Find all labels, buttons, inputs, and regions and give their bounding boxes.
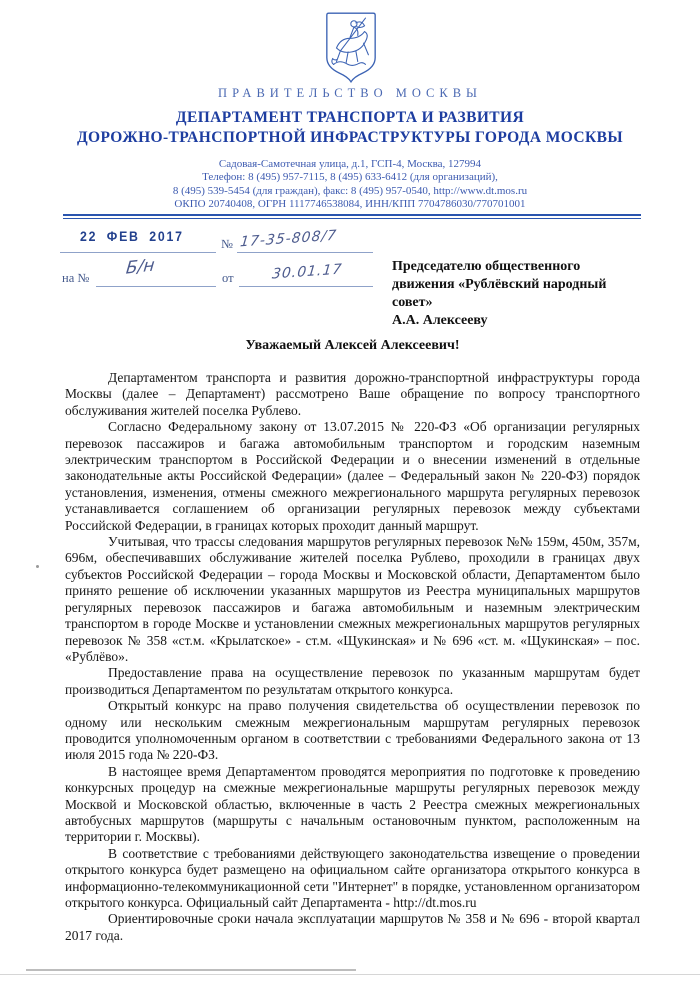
recipient-line: А.А. Алексееву bbox=[392, 313, 488, 328]
recipient-line: совет» bbox=[392, 295, 433, 310]
scan-bottom-edge-dark bbox=[26, 969, 356, 971]
department-title-line1: ДЕПАРТАМЕНТ ТРАНСПОРТА И РАЗВИТИЯ bbox=[175, 109, 525, 126]
body-paragraph: В настоящее время Департаментом проводятся мероприятия по подготовке к проведению конкурсных процедур на смежные межрегиональные маршруты регулярных перевозок между Москвой и Московской областью, включенные в часть 2 Реестра смежных межрегиональных автобусных маршрутов (маршруты с начальным остановочным пунктом, расположенным на территории г. Москвы). bbox=[65, 763, 640, 845]
recipient-line: движения «Рублёвский народный bbox=[392, 277, 607, 292]
body-paragraph: В соответствие с требованиями действующего законодательства извещение о проведении открытого конкурса будет размещено на официальном сайте организатора открытого конкурса в информационно-телекоммуникационной сети "Интернет" в порядке, установленном организатором открытого конкурса. Официальный сайт Департамента - http://dt.mos.ru bbox=[65, 845, 640, 910]
contact-registration-codes: ОКПО 20740408, ОГРН 1117746538084, ИНН/КПП 7704786030/770701001 bbox=[174, 197, 526, 210]
letter-body bbox=[65, 370, 640, 944]
letterhead-divider-rule bbox=[63, 214, 641, 219]
reply-date-handwritten: 30.01.17 bbox=[271, 261, 344, 283]
reply-to-number-label: на № bbox=[62, 271, 90, 285]
contact-address: Садовая-Самотечная улица, д.1, ГСП-4, Москва, 127994 bbox=[218, 158, 482, 170]
department-title bbox=[30, 108, 670, 148]
recipient-line: Председателю общественного bbox=[392, 259, 581, 274]
moscow-coat-of-arms-icon bbox=[322, 10, 380, 86]
body-paragraph: Учитывая, что трассы следования маршрутов регулярных перевозок №№ 159м, 450м, 357м, 696м, обеспечивавших обслуживание жителей поселка Рублево, проходили в границах двух субъектов Российской Федерации – города Москвы и Московской области, Департаментом было принято решение об исключении указанных маршрутов из Реестра муниципальных маршрутов регулярных перевозок пассажиров и багажа автомобильным и наземным электрическим транспортом в городе Москве и установлении смежных межрегиональных маршрутов регулярных перевозок № 358 «ст.м. «Крылатское» - ст.м. «Щукинская» и № 696 «ст. м. «Щукинская» – пос. «Рублёво». bbox=[65, 534, 640, 664]
outgoing-number-label: № bbox=[221, 237, 233, 251]
contact-phones: Телефон: 8 (495) 957-7115, 8 (495) 633-6412 (для организаций), bbox=[202, 171, 498, 184]
scan-bottom-edge bbox=[0, 974, 700, 975]
recipient-block bbox=[392, 258, 672, 330]
stamp-underline bbox=[60, 252, 216, 253]
scan-speck bbox=[36, 565, 39, 568]
salutation: Уважаемый Алексей Алексеевич! bbox=[245, 338, 460, 353]
reply-to-number-handwritten: Б/н bbox=[125, 255, 156, 279]
outgoing-number-handwritten: 17-35-808/7 bbox=[239, 227, 338, 251]
outgoing-number-line bbox=[237, 252, 373, 253]
body-paragraph: Департаментом транспорта и развития дорожно-транспортной инфраструктуры города Москвы (далее – Департамент) рассмотрено Ваше обращение по вопросу транспортного обслуживания жителей поселка Рублево. bbox=[65, 370, 640, 418]
contact-phones-fax-site: 8 (495) 539-5454 (для граждан), факс: 8 (495) 957-0540, http://www.dt.mos.ru bbox=[172, 184, 528, 197]
contact-block bbox=[40, 158, 660, 211]
reply-date-line bbox=[239, 286, 373, 287]
body-paragraph: Предоставление права на осуществление перевозок по указанным маршрутам будет производиться Департаментом по результатам открытого конкурса. bbox=[65, 665, 640, 697]
body-paragraph: Согласно Федеральному закону от 13.07.2015 № 220-ФЗ «Об организации регулярных перевозок пассажиров и багажа автомобильным транспортом и городским наземным электрическим транспортом в Российской Федерации и о внесении изменений в отдельные законодательные акты Российской Федерации» (далее – Федеральный закон № 220-ФЗ) порядок установления, изменения, отмены смежного межрегионального маршрута регулярных перевозок устанавливается соглашением об организации регулярных перевозок между субъектами Российской Федерации, в границах которых проходит данный маршрут. bbox=[65, 419, 640, 533]
reply-to-number-line bbox=[96, 286, 216, 287]
date-stamp: 22 ФЕВ 2017 bbox=[80, 228, 184, 244]
department-title-line2: ДОРОЖНО-ТРАНСПОРТНОЙ ИНФРАСТРУКТУРЫ ГОРОДА МОСКВЫ bbox=[76, 129, 624, 146]
government-title: ПРАВИТЕЛЬСТВО МОСКВЫ bbox=[218, 86, 482, 100]
body-paragraph: Ориентировочные сроки начала эксплуатации маршрутов № 358 и № 696 - второй квартал 2017 года. bbox=[65, 911, 640, 943]
reply-date-label: от bbox=[222, 271, 234, 285]
body-paragraph: Открытый конкурс на право получения свидетельства об осуществлении перевозок по одному или нескольким смежным межрегиональным маршрутам регулярных перевозок проводится уполномоченным органом в соответствии с требованиями Федерального закона от 13 июля 2015 года № 220-ФЗ. bbox=[65, 698, 640, 763]
